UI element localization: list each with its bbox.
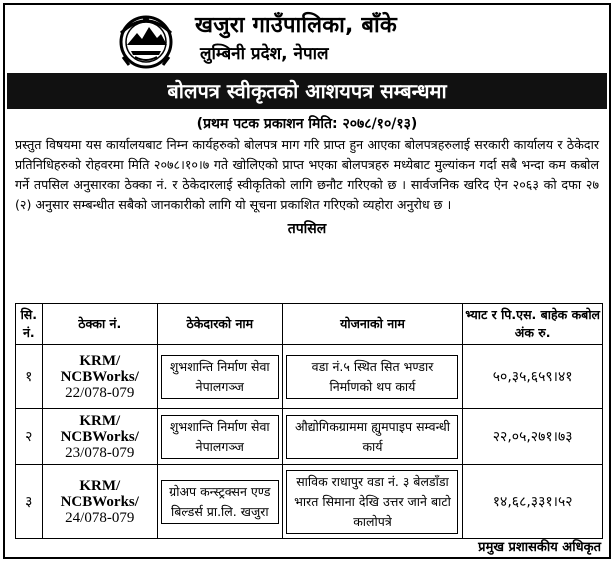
header-contractor: ठेकेदारको नाम (157, 304, 282, 345)
row-project (282, 409, 463, 465)
contract-no-line: KRM/ (79, 352, 121, 369)
row-sn: २ (16, 409, 43, 465)
contractor-name: शुभशान्ति निर्माण सेवा नेपालगञ्ज (161, 355, 279, 399)
tender-table (15, 303, 603, 539)
notice-body: प्रस्तुत विषयमा यस कार्यालयबाट निम्न कार्यहरुको बोलपत्र माग गरि प्राप्त हुन आएका बोलपत्रहरुलाई सरकारी कार्यालय र ठेकेदार प्रतिनिधिहरुको रोहवरमा मिति २०७८।१०।७ गते खोलिएको प्राप्त भएका बोलपत्रहरु मध्येबाट मुल्यांकन गर्दा सबै भन्दा कम कबोल गर्ने तपसिल अनुसारका ठेक्का नं. र ठेकेदारलाई स्वीकृतिको लागि छनौट गरिएको छ । सार्वजनिक खरिद ऐन २०६३ को दफा २७ (२) अनुसार सम्बन्धीत सबैको जानकारीको लागि यो सूचना प्रकाशित गरिएको व्यहोरा अनुरोध छ । (15, 137, 599, 212)
nepal-government-emblem-icon (115, 11, 177, 69)
row-contractor (157, 345, 282, 409)
row-contract-no (42, 345, 157, 409)
row-project (282, 345, 463, 409)
row-contractor (157, 409, 282, 465)
project-name: वडा नं.५ स्थित सित भण्डार निर्माणको थप कार्य (286, 355, 458, 399)
table-header-row (16, 304, 603, 345)
header-contract-no: ठेक्का नं. (42, 304, 157, 345)
row-amount: १४,६८,३३१।५२ (463, 465, 603, 539)
row-contract-no (42, 465, 157, 539)
publication-date: (प्रथम पटक प्रकाशन मिति: २०७८/१०/१३) (196, 116, 418, 132)
table-row (16, 345, 603, 409)
signatory: प्रमुख प्रशासकीय अधिकृत (478, 540, 601, 555)
table-row (16, 409, 603, 465)
contract-no-line: 24/078-079 (65, 509, 135, 526)
row-contractor (157, 465, 282, 539)
contractor-name: ग्रोअप कन्स्ट्रक्सन एण्ड बिल्डर्स प्रा.लि. खजुरा (161, 480, 279, 524)
schedule-label: तपसिल (287, 221, 327, 237)
project-name: साविक राधापुर वडा नं. ३ बेलडाँडा भारत सिमाना देखि उत्तर जाने बाटो कालोपत्रे (286, 470, 458, 534)
contract-no-line: NCBWorks/ (60, 368, 139, 385)
header-amount: भ्याट र पि.एस. बाहेक कबोल अंक रु. (463, 304, 603, 345)
contractor-name: शुभशान्ति निर्माण सेवा नेपालगञ्ज (161, 415, 279, 459)
contract-no-line: NCBWorks/ (60, 428, 139, 445)
contract-no-line: NCBWorks/ (60, 493, 139, 510)
row-sn: १ (16, 345, 43, 409)
org-name: खजुरा गाउँपालिका, बाँके (195, 13, 397, 38)
project-name: औद्योगिकग्राममा ह्युमपाइप सम्वन्धी कार्य (286, 415, 458, 459)
notice-title: बोलपत्र स्वीकृतको आशयपत्र सम्बन्धमा (7, 73, 607, 109)
header-sn: सि. नं. (16, 304, 43, 345)
contract-no-line: 22/078-079 (65, 384, 135, 401)
row-amount: ५०,३५,६५९।४१ (463, 345, 603, 409)
org-province: लुम्बिनी प्रदेश, नेपाल (200, 44, 329, 64)
notice-header (5, 5, 609, 73)
contract-no-line: KRM/ (79, 412, 121, 429)
row-project (282, 465, 463, 539)
header-project: योजनाको नाम (282, 304, 463, 345)
notice-page (3, 3, 611, 559)
contract-no-line: 23/078-079 (65, 444, 135, 461)
row-sn: ३ (16, 465, 43, 539)
row-amount: २२,०५,२७१।७३ (463, 409, 603, 465)
row-contract-no (42, 409, 157, 465)
contract-no-line: KRM/ (79, 477, 121, 494)
table-row (16, 465, 603, 539)
